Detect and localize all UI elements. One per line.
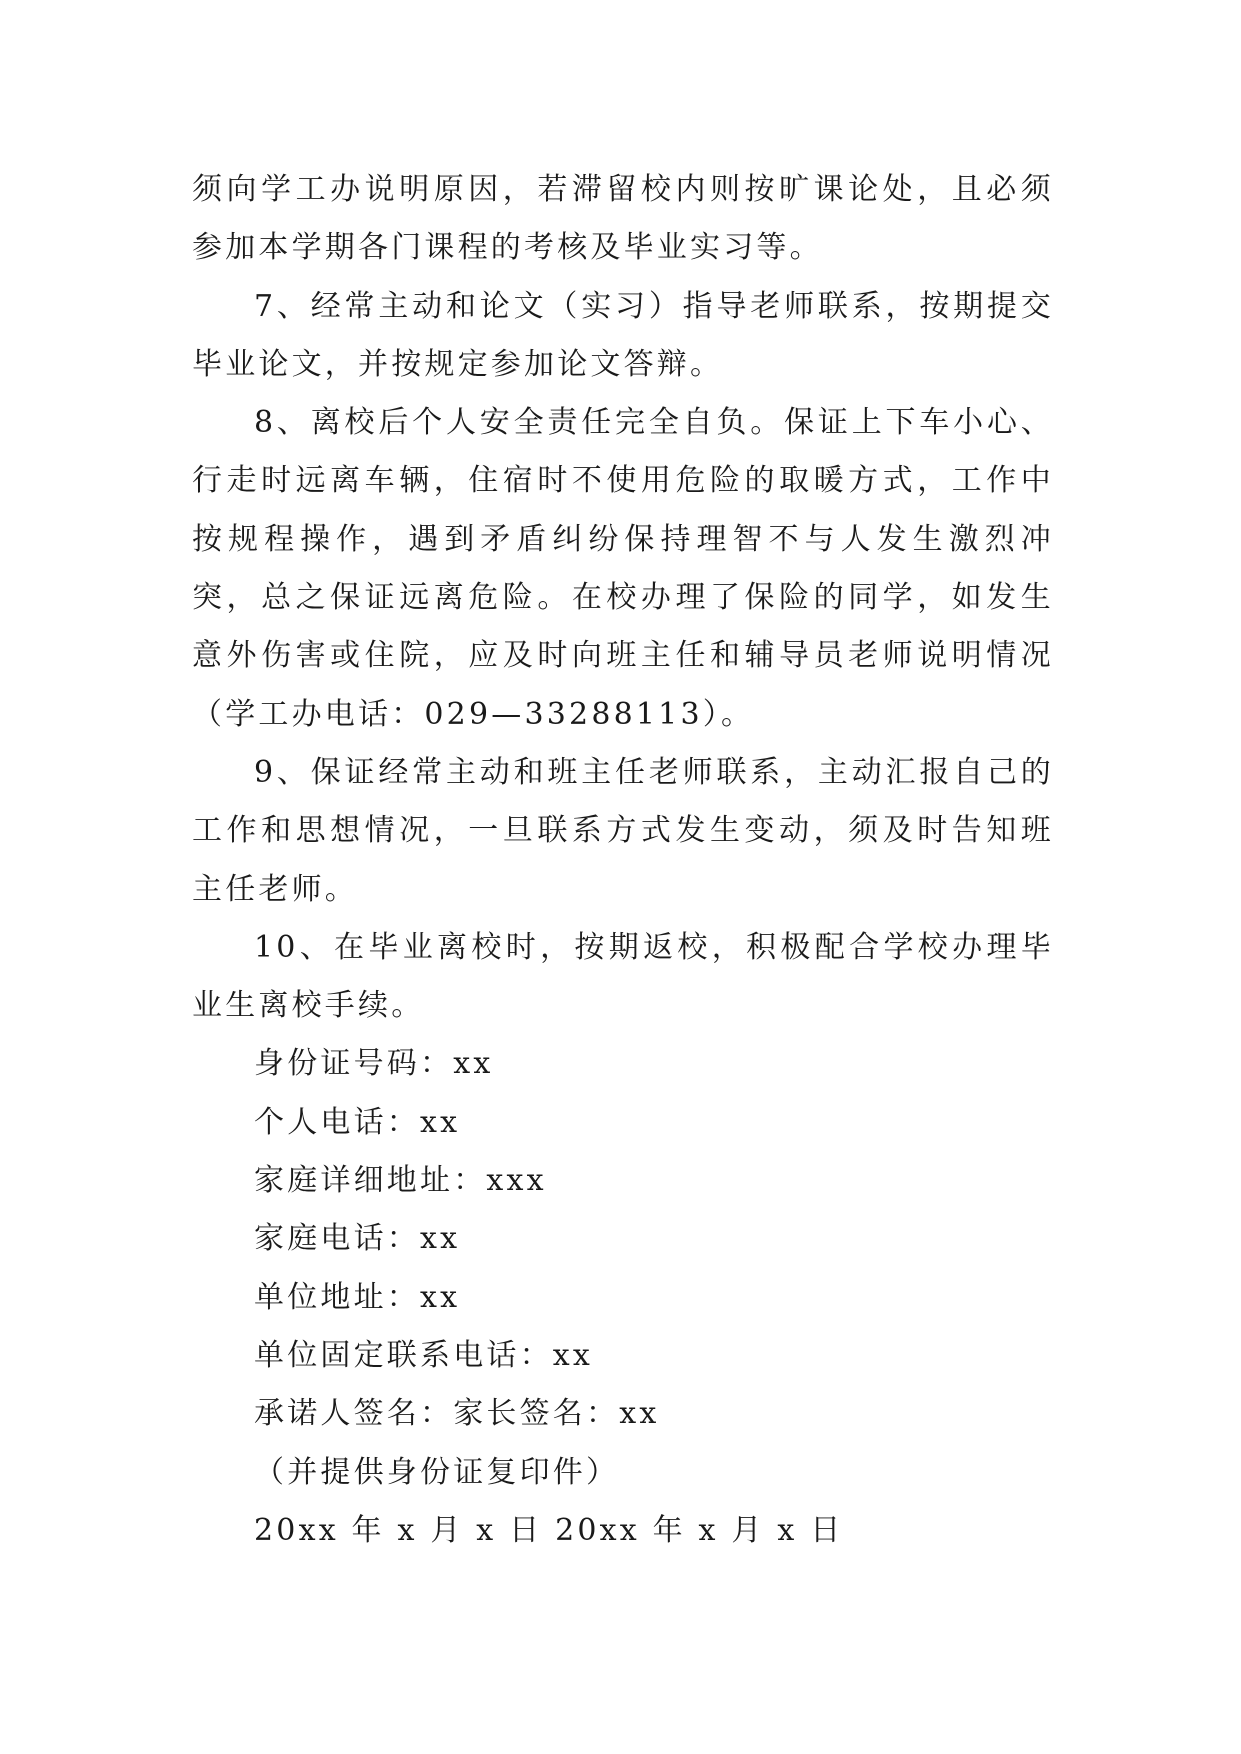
document-body — [192, 161, 1054, 1560]
id-copy-note: （并提供身份证复印件） — [254, 1454, 620, 1490]
date-line: 20xx 年 x 月 x 日 20xx 年 x 月 x 日 — [254, 1512, 844, 1548]
paragraph-item-9: 9、保证经常主动和班主任老师联系，主动汇报自己的工作和思想情况，一旦联系方式发生变动，须及时告知班主任老师。 — [192, 754, 1054, 907]
paragraph-item-10: 10、在毕业离校时，按期返校，积极配合学校办理毕业生离校手续。 — [192, 929, 1054, 1024]
work-address-field: 单位地址：xx — [254, 1279, 461, 1315]
signature-field: 承诺人签名：家长签名：xx — [254, 1396, 660, 1432]
personal-phone-field: 个人电话：xx — [254, 1104, 461, 1140]
id-number-field: 身份证号码：xx — [254, 1046, 494, 1082]
paragraph-item-7: 7、经常主动和论文（实习）指导老师联系，按期提交毕业论文，并按规定参加论文答辩。 — [192, 288, 1054, 382]
paragraph-continuation: 须向学工办说明原因，若滞留校内则按旷课论处，且必须参加本学期各门课程的考核及毕业实习等。 — [192, 172, 1054, 266]
home-address-field: 家庭详细地址：xxx — [254, 1163, 547, 1199]
home-phone-field: 家庭电话：xx — [254, 1221, 461, 1257]
work-phone-field: 单位固定联系电话：xx — [254, 1337, 594, 1373]
paragraph-item-8: 8、离校后个人安全责任完全自负。保证上下车小心、行走时远离车辆，住宿时不使用危险的取暖方式，工作中按规程操作，遇到矛盾纠纷保持理智不与人发生激烈冲突，总之保证远离危险。在校办理了保险的同学，如发生意外伤害或住院，应及时向班主任和辅导员老师说明情况（学工办电话：029—33288113）。 — [192, 405, 1054, 732]
